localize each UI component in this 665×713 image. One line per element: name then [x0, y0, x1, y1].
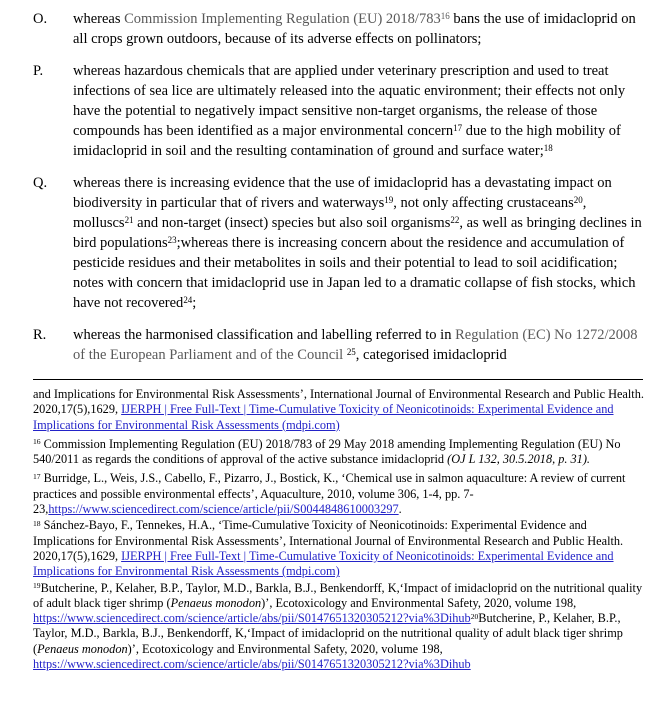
recital-O [33, 9, 643, 49]
footnotes-section [33, 387, 646, 672]
text-run: whereas the harmonised classification and labelling referred to in [73, 327, 456, 343]
text-run: Commission Implementing Regulation (EU) 2018/783 [124, 11, 441, 27]
footnote-separator [33, 379, 643, 380]
recitals-section [33, 9, 643, 365]
footnote-ref: 16 [33, 437, 41, 447]
footnote-ref: 18 [33, 518, 41, 528]
footnote-ref: 20 [573, 194, 583, 205]
recital-Q [33, 173, 643, 313]
text-run: Penaeus monodon [37, 641, 128, 656]
text-run: Penaeus monodon [170, 595, 262, 610]
text-run: )’, Ecotoxicology and Environmental Safety, 2020, volume 198, [261, 595, 577, 610]
text-run: Regulation (EC) No 1272/2008 of the European Parliament and of the Council [73, 327, 638, 363]
footnote-ref: 23 [167, 234, 177, 245]
recital-label: O. [33, 11, 48, 27]
text-run: , not only affecting crustaceans [393, 195, 574, 211]
footnote-ref: 17 [33, 472, 41, 482]
recital-text [73, 173, 643, 313]
hyperlink[interactable]: https://www.sciencedirect.com/science/article/abs/pii/S0147651320305212?via%3Dihub [33, 611, 471, 626]
footnote-ref: 22 [450, 214, 460, 225]
recital-P [33, 61, 643, 161]
footnote-19-20 [33, 581, 646, 673]
hyperlink[interactable]: https://www.sciencedirect.com/science/article/abs/pii/S0147651320305212?via%3Dihub [33, 657, 471, 672]
footnote-18 [33, 518, 646, 579]
text-run: Sánchez-Bayo, F., Tennekes, H.A., ‘Time-Cumulative Toxicity of Neonicotinoids: Experimental Evidence and Implications for Environmental Risk Assessments’, International Journal of Environmental Research and Public Health. 2020,17(5),1629, [33, 518, 624, 563]
recital-label: Q. [33, 175, 48, 191]
text-run: . [398, 502, 402, 517]
recital-R [33, 325, 643, 365]
text-run: bans the use of imidacloprid on all crops grown outdoors, because of its adverse effects on pollinators; [73, 11, 636, 47]
text-run: whereas [73, 11, 125, 27]
text-run: Butcherine, P., Kelaher, B.P., Taylor, M.D., Barkla, B.J., Benkendorff, K,‘Impact of imidacloprid on the nutritional quality of adult black tiger shrimp ( [33, 611, 623, 656]
text-run: whereas there is increasing evidence that the use of imidacloprid has a devastating impact on biodiversity in particular that of rivers and waterways [73, 175, 612, 211]
footnote-ref: 21 [124, 214, 134, 225]
text-run: , categorised imidacloprid [355, 347, 507, 363]
footnote-ref: 17 [453, 122, 463, 133]
text-run: , molluscs [73, 195, 587, 231]
recital-label: P. [33, 63, 44, 79]
recital-label: R. [33, 327, 47, 343]
footnote-ref: 25 [346, 346, 356, 357]
footnote-ref: 19 [33, 581, 41, 591]
recital-text [73, 9, 643, 49]
recital-text [73, 61, 643, 161]
text-run: due to the high mobility of imidacloprid in soil and the resulting contamination of ground and surface water; [73, 123, 621, 159]
text-run: (OJ L 132, 30.5.2018, p. 31). [447, 452, 591, 467]
footnote-17 [33, 471, 646, 517]
footnote-16 [33, 437, 646, 468]
footnote-ref: 18 [543, 142, 553, 153]
recital-text [73, 325, 643, 365]
text-run: whereas hazardous chemicals that are applied under veterinary prescription and used to treat infections of sea lice are ultimately released into the aquatic environment; their effects not only have the potential to negatively impact sensitive non-target organisms, the release of those compounds has been identified as a major environmental concern [73, 63, 626, 139]
hyperlink[interactable]: https://www.sciencedirect.com/science/article/pii/S0044848610003297 [48, 502, 399, 517]
text-run: )’, Ecotoxicology and Environmental Safety, 2020, volume 198, [127, 641, 443, 656]
footnote-ref: 19 [384, 194, 394, 205]
footnote-15-continuation [33, 387, 646, 433]
text-run: Commission Implementing Regulation (EU) 2018/783 of 29 May 2018 amending Implementing Regulation (EU) No 540/2011 as regards the conditions of approval of the active substance imidacloprid [33, 436, 621, 467]
footnote-ref: 24 [183, 294, 193, 305]
text-run: , as well as bringing declines in bird populations [73, 215, 642, 251]
text-run: and Implications for Environmental Risk Assessments’, International Journal of Environmental Research and Public Health. 2020,17(5),1629, [33, 387, 644, 417]
hyperlink[interactable]: IJERPH | Free Full-Text | Time-Cumulative Toxicity of Neonicotinoids: Experimental Evidence and Implications for Environmental Risk Assessments (mdpi.com) [33, 402, 614, 432]
text-run: Burridge, L., Weis, J.S., Cabello, F., Pizarro, J., Bostick, K., ‘Chemical use in salmon aquaculture: A review of current practices and possible environmental effects’, Aquaculture, 2010, volume 306, 1-4, pp. 7-23, [33, 471, 626, 517]
footnote-ref: 16 [440, 10, 450, 21]
text-run: ; [192, 295, 197, 311]
hyperlink[interactable]: IJERPH | Free Full-Text | Time-Cumulative Toxicity of Neonicotinoids: Experimental Evidence and Implications for Environmental Risk Assessments (mdpi.com) [33, 548, 614, 579]
text-run: Butcherine, P., Kelaher, B.P., Taylor, M.D., Barkla, B.J., Benkendorff, K,‘Impact of imidacloprid on the nutritional quality of adult black tiger shrimp ( [33, 580, 643, 610]
text-run: ;whereas there is increasing concern about the residence and accumulation of pesticide residues and their metabolites in soils and their potential to lead to soil acidification; notes with concern that imidacloprid use in Japan led to a dramatic collapse of fish stocks, which have not recovered [73, 235, 636, 311]
text-run: and non-target (insect) species but also soil organisms [133, 215, 451, 231]
footnote-ref: 20 [470, 611, 479, 621]
